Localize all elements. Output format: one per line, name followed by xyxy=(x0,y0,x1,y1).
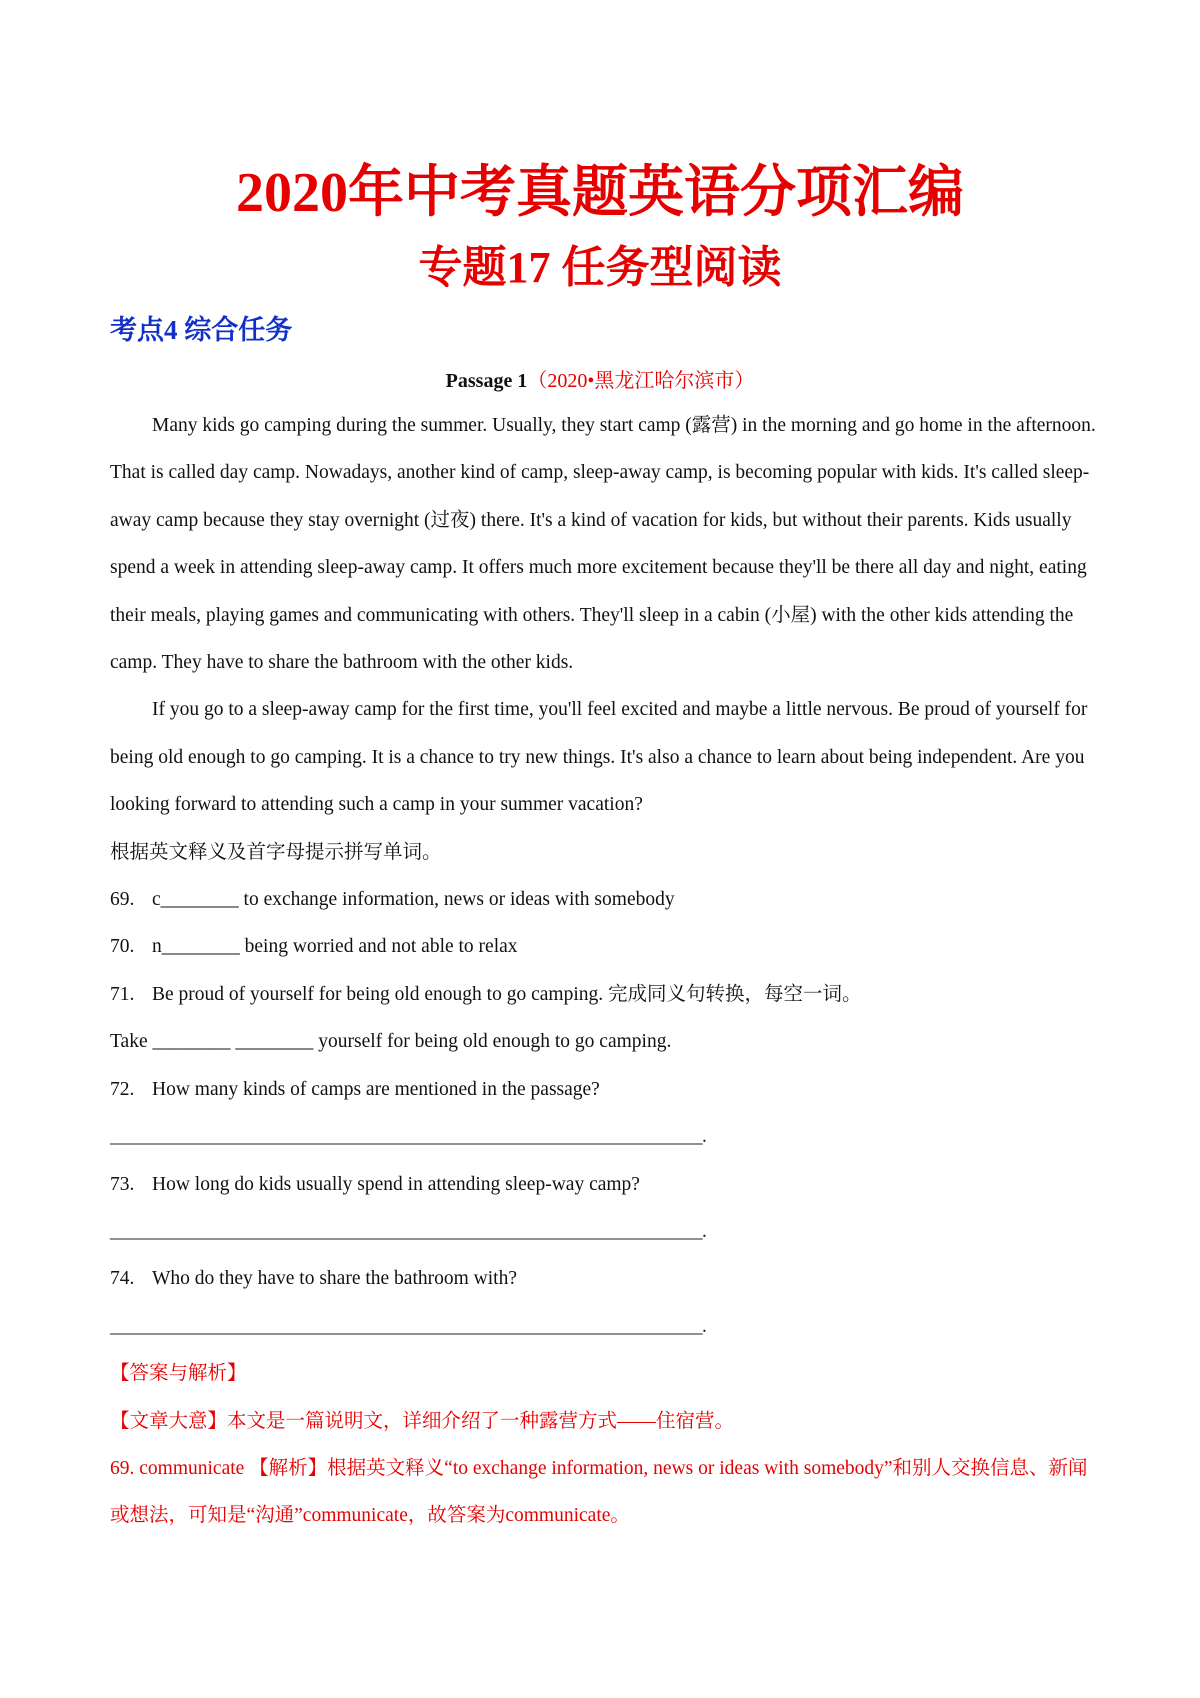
question-text: c________ to exchange information, news or ideas with somebody xyxy=(152,889,675,911)
question-text: How long do kids usually spend in attending sleep-way camp? xyxy=(152,1173,640,1195)
question-number: 70. xyxy=(110,936,135,958)
question-number: 73. xyxy=(110,1173,135,1195)
answer-line: ________________________________________________________________. xyxy=(110,1315,707,1337)
question-70 xyxy=(110,923,1102,970)
answer-line: ________________________________________________________________. xyxy=(110,1126,707,1148)
section-heading: 考点4 综合任务 xyxy=(110,315,293,345)
answer-69-explanation: 69. communicate 【解析】根据英文释义“to exchange information, news or ideas with somebody”和别人交换信息、新闻或想法，可知是“沟通”communicate，故答案为communicate。 xyxy=(110,1457,1088,1527)
question-text: How many kinds of camps are mentioned in the passage? xyxy=(152,1078,600,1100)
passage-paragraph-1: Many kids go camping during the summer. Usually, they start camp (露营) in the morning and go home in the afternoon. That is called day camp. Nowadays, another kind of camp, sleep-away camp, is becoming popular with kids. It's called sleep-away camp because they stay overnight (过夜) there. It's a kind of vacation for kids, but without their parents. Kids usually spend a week in attending sleep-away camp. It offers much more excitement because they'll be there all day and night, eating their meals, playing games and communicating with others. They'll sleep in a cabin (小屋) with the other kids attending the camp. They have to share the bathroom with the other kids. xyxy=(110,415,1096,674)
question-69 xyxy=(110,876,1102,923)
question-number: 69. xyxy=(110,889,135,911)
question-71-rewrite: Take ________ ________ yourself for being old enough to go camping. xyxy=(110,1031,672,1053)
document-title: 2020年中考真题英语分项汇编 xyxy=(236,162,964,224)
question-text: n________ being worried and not able to relax xyxy=(152,936,518,958)
passage-label: Passage 1 xyxy=(445,370,528,392)
passage-paragraph-2: If you go to a sleep-away camp for the first time, you'll feel excited and maybe a little nervous. Be proud of yourself for being old enough to go camping. It is a chance to try new things. It's also a chance to learn about being independent. Are you looking forward to attending such a camp in your summer vacation? xyxy=(110,699,1088,816)
instruction: 根据英文释义及首字母提示拼写单词。 xyxy=(110,841,442,863)
document-body xyxy=(110,402,1102,1540)
answer-line: ________________________________________________________________. xyxy=(110,1220,707,1242)
question-number: 71. xyxy=(110,983,135,1005)
question-text: Who do they have to share the bathroom with? xyxy=(152,1268,517,1290)
answers-heading: 【答案与解析】 xyxy=(110,1363,247,1385)
question-73 xyxy=(110,1161,1102,1208)
question-74 xyxy=(110,1255,1102,1302)
article-summary: 【文章大意】本文是一篇说明文，详细介绍了一种露营方式——住宿营。 xyxy=(110,1410,735,1432)
passage-source: （2020•黑龙江哈尔滨市） xyxy=(527,370,755,392)
question-71 xyxy=(110,971,1102,1018)
question-text: Be proud of yourself for being old enough to go camping. 完成同义句转换，每空一词。 xyxy=(152,983,862,1005)
question-72 xyxy=(110,1066,1102,1113)
passage-heading xyxy=(0,366,1200,396)
question-number: 72. xyxy=(110,1078,135,1100)
document-subtitle: 专题17 任务型阅读 xyxy=(418,243,782,292)
question-number: 74. xyxy=(110,1268,135,1290)
